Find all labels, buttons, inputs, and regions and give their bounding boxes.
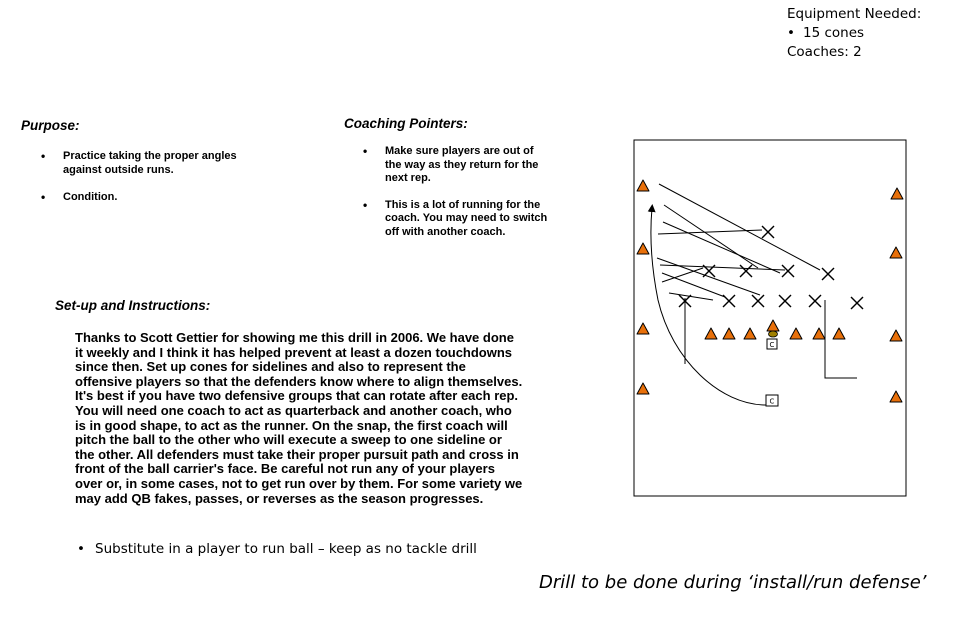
field-boundary	[634, 140, 906, 496]
coach-marker	[767, 339, 777, 349]
setup-instructions: Thanks to Scott Gettier for showing me this drill in 2006. We have done it weekly and I think it has helped prevent at least a dozen touchdowns since then. Set up cones for sidelines and also to represent the offensive players so that the defenders know where to align themselves. It's best if you have two defensive groups that can rotate after each rep. You will need one coach to act as quarterback and another coach, who is in good shape, to act as the runner. On the snap, the first coach will pitch the ball to the other who will execute a sweep to one sideline or the other. All defenders must take their proper pursuit path and cross in front of the ball carrier's face. Be careful not run any of your players over or, in some cases, not to get run over by them. For some variety we may add QB fakes, passes, or reverses as the season progresses.	[75, 330, 523, 506]
coaching-list	[363, 145, 553, 239]
football-icon	[769, 331, 778, 337]
drill-diagram	[620, 132, 920, 502]
purpose-item: • Condition.	[41, 191, 241, 205]
svg-text:C: C	[769, 341, 775, 349]
coaching-item: • Make sure players are out of the way as they return for the next rep.	[363, 145, 553, 186]
coaches-count: Coaches: 2	[787, 44, 862, 60]
coaching-item: • This is a lot of running for the coach. You may need to switch off with another coach.	[363, 199, 553, 240]
purpose-heading: Purpose:	[21, 118, 80, 133]
equipment-heading: Equipment Needed:	[787, 6, 922, 22]
svg-text:C: C	[769, 397, 775, 406]
setup-heading: Set-up and Instructions:	[55, 298, 211, 313]
purpose-list	[41, 150, 241, 205]
coaching-heading: Coaching Pointers:	[344, 116, 468, 131]
purpose-item: • Practice taking the proper angles against outside runs.	[41, 150, 241, 177]
equipment-item: • 15 cones	[787, 25, 865, 41]
substitute-note: • Substitute in a player to run ball – keep as no tackle drill	[77, 541, 477, 557]
equipment-box	[787, 5, 921, 62]
coach-marker	[766, 395, 778, 406]
footer-note: Drill to be done during ‘install/run defense’	[539, 572, 927, 593]
